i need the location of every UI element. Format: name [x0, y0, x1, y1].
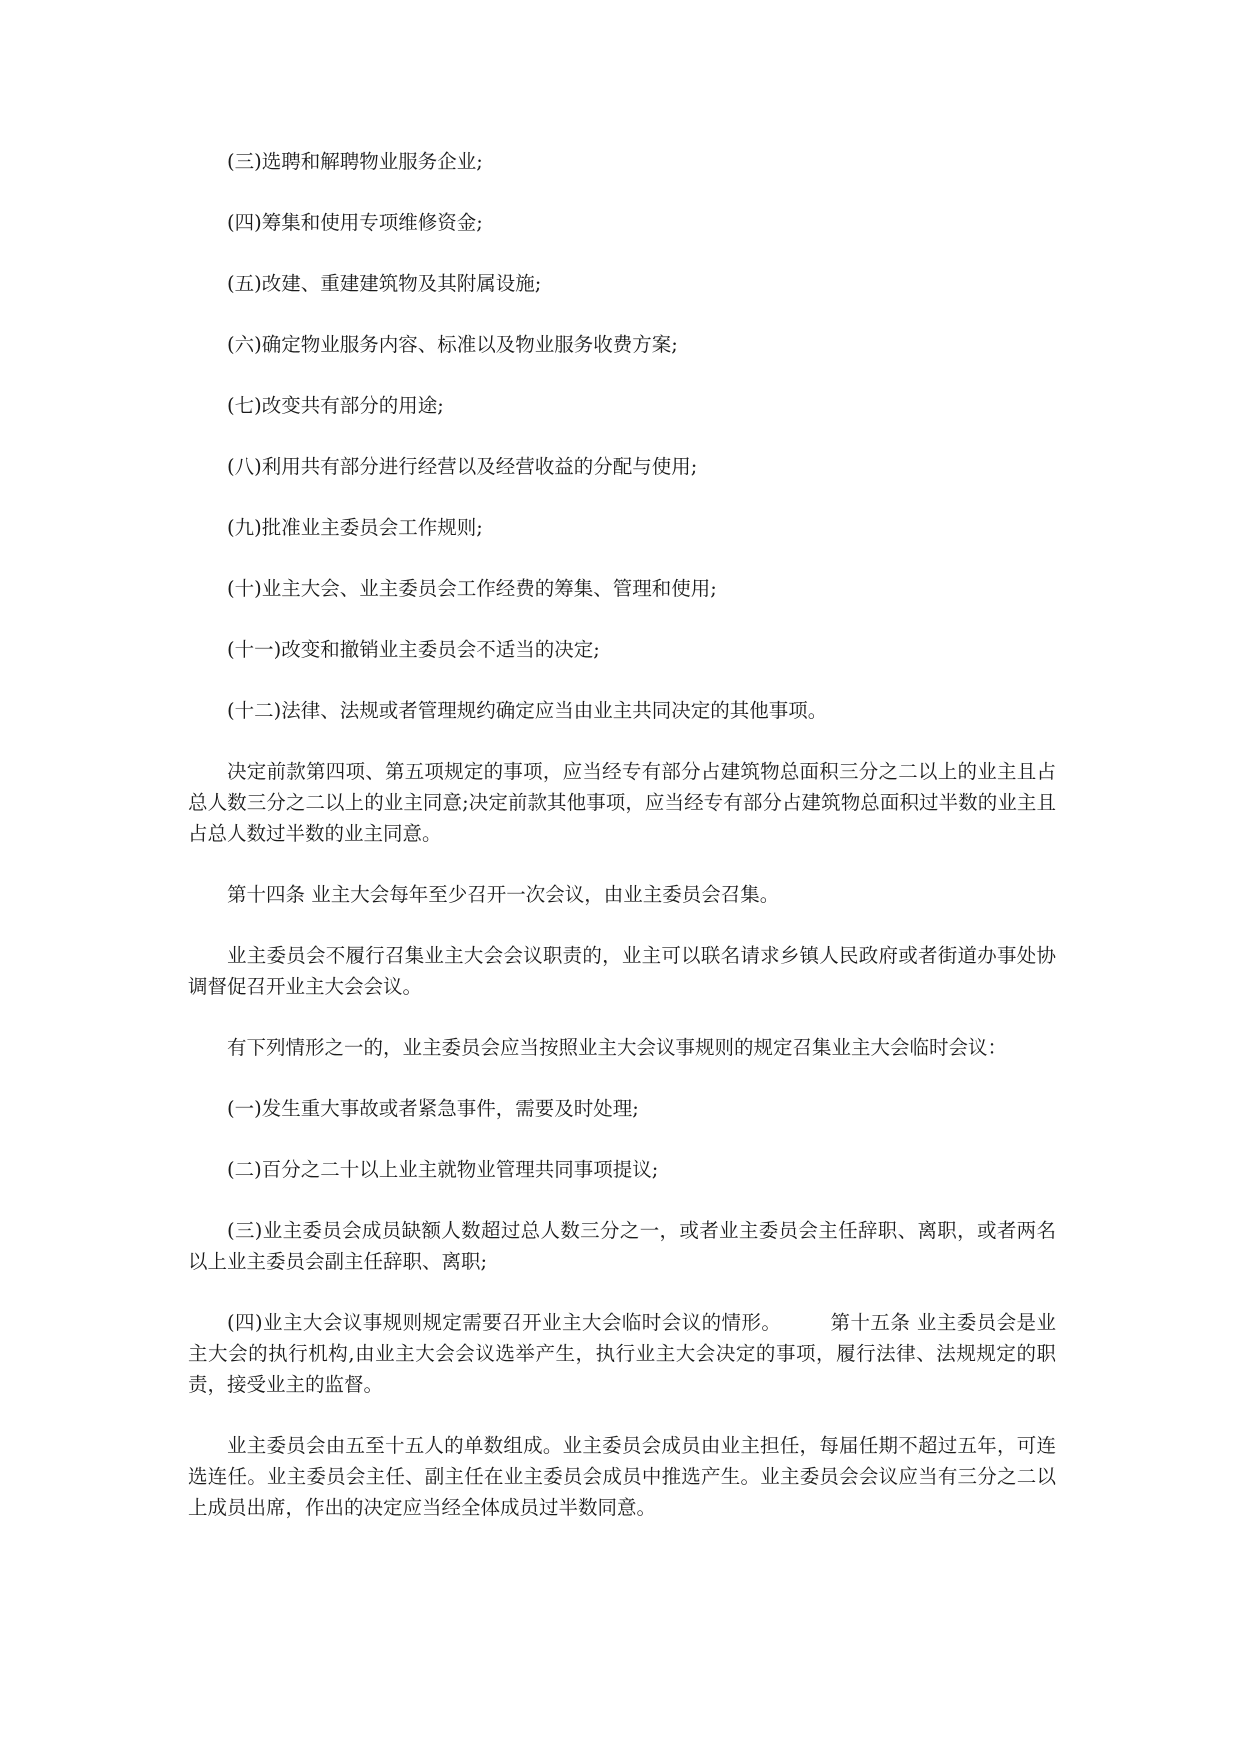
paragraph: (四)筹集和使用专项维修资金;	[227, 211, 483, 234]
paragraph: (八)利用共有部分进行经营以及经营收益的分配与使用;	[227, 455, 698, 478]
paragraph: 有下列情形之一的，业主委员会应当按照业主大会议事规则的规定召集业主大会临时会议：	[227, 1036, 1008, 1059]
paragraph: (二)百分之二十以上业主就物业管理共同事项提议;	[227, 1158, 659, 1181]
paragraph: (十)业主大会、业主委员会工作经费的筹集、管理和使用;	[227, 577, 717, 600]
item-4-text: (四)业主大会议事规则规定需要召开业主大会临时会议的情形。	[227, 1311, 782, 1334]
paragraph: (三)业主委员会成员缺额人数超过总人数三分之一，或者业主委员会主任辞职、离职，或者两名以上业主委员会副主任辞职、离职;	[188, 1219, 1056, 1273]
paragraph: (一)发生重大事故或者紧急事件，需要及时处理;	[227, 1097, 639, 1120]
paragraph: (七)改变共有部分的用途;	[227, 394, 444, 417]
paragraph: (十一)改变和撤销业主委员会不适当的决定;	[227, 638, 600, 661]
paragraph: 决定前款第四项、第五项规定的事项，应当经专有部分占建筑物总面积三分之二以上的业主且占总人数三分之二以上的业主同意;决定前款其他事项，应当经专有部分占建筑物总面积过半数的业主且占总人数过半数的业主同意。	[188, 760, 1056, 845]
paragraph: 业主委员会不履行召集业主大会会议职责的，业主可以联名请求乡镇人民政府或者街道办事处协调督促召开业主大会会议。	[188, 944, 1056, 998]
paragraph: 业主委员会由五至十五人的单数组成。业主委员会成员由业主担任，每届任期不超过五年，可连选连任。业主委员会主任、副主任在业主委员会成员中推选产生。业主委员会会议应当有三分之二以上成员出席，作出的决定应当经全体成员过半数同意。	[188, 1434, 1056, 1519]
document-page	[188, 146, 1056, 1553]
paragraph	[188, 1307, 1056, 1400]
paragraph: (六)确定物业服务内容、标准以及物业服务收费方案;	[227, 333, 678, 356]
paragraph: (九)批准业主委员会工作规则;	[227, 516, 483, 539]
paragraph: (十二)法律、法规或者管理规约确定应当由业主共同决定的其他事项。	[227, 699, 828, 722]
article-15-text: 第十五条 业主委员会是业主大会的执行机构,由业主大会会议选举产生，执行业主大会决定的事项，履行法律、法规规定的职责，接受业主的监督。	[188, 1311, 1056, 1396]
paragraph: (五)改建、重建建筑物及其附属设施;	[227, 272, 542, 295]
article-14-heading-paragraph: 第十四条 业主大会每年至少召开一次会议，由业主委员会召集。	[227, 883, 780, 906]
paragraph: (三)选聘和解聘物业服务企业;	[227, 150, 483, 173]
